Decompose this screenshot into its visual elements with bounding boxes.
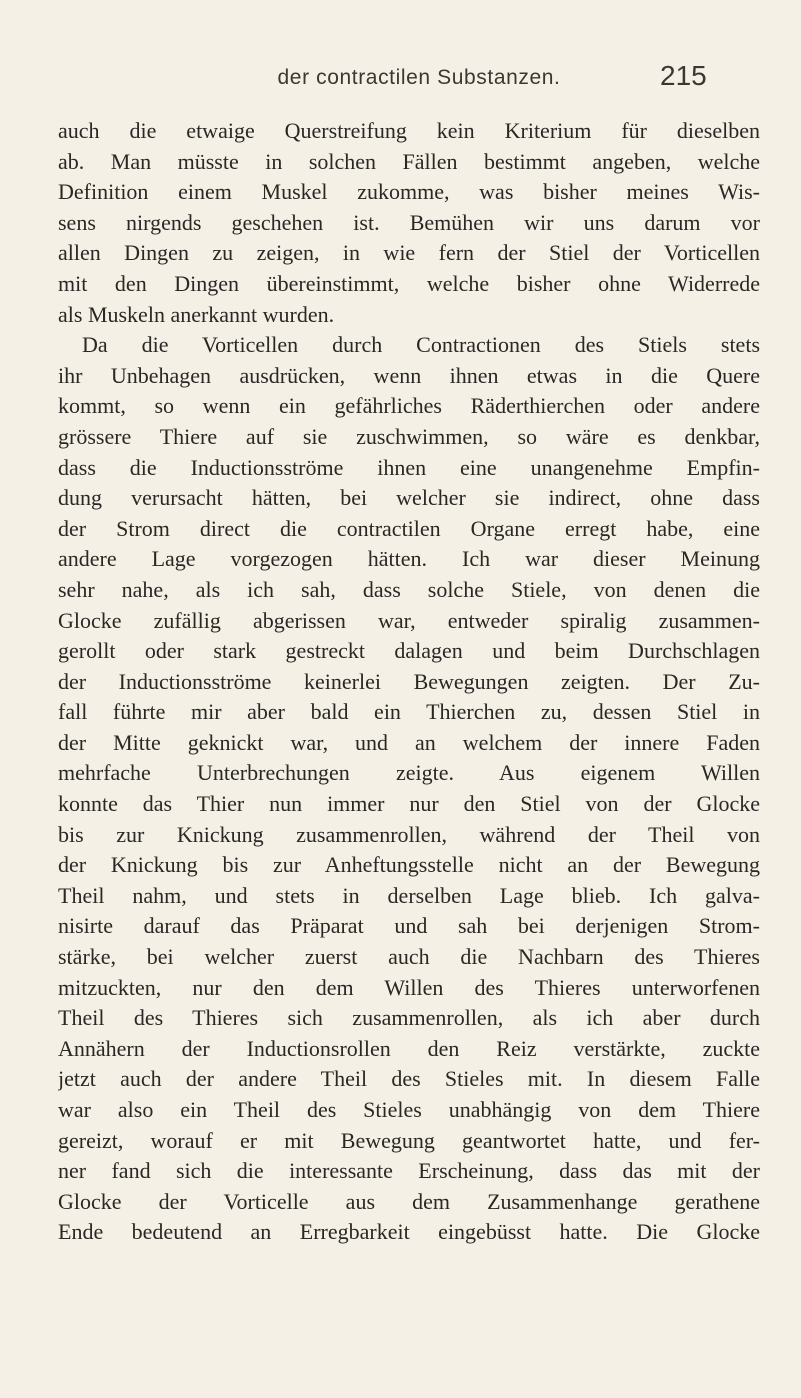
text-line: stärke, bei welcher zuerst auch die Nachbarn des Thieres bbox=[58, 944, 760, 970]
text-line: nisirte darauf das Präparat und sah bei derjenigen Strom- bbox=[58, 913, 760, 939]
text-line: mitzuckten, nur den dem Willen des Thieres unterworfenen bbox=[58, 974, 760, 1000]
text-line: der Strom direct die contractilen Organe erregt habe, eine bbox=[58, 515, 760, 541]
text-line: als Muskeln anerkannt wurden. bbox=[58, 301, 335, 327]
text-line: ihr Unbehagen ausdrücken, wenn ihnen etwas in die Quere bbox=[58, 362, 760, 388]
text-line: bis zur Knickung zusammenrollen, während der Theil von bbox=[58, 821, 760, 847]
text-line: dung verursacht hätten, bei welcher sie indirect, ohne dass bbox=[58, 485, 760, 511]
text-line: Glocke der Vorticelle aus dem Zusammenhange gerathene bbox=[58, 1188, 760, 1214]
text-line: allen Dingen zu zeigen, in wie fern der Stiel der Vorticellen bbox=[58, 240, 760, 266]
text-line: der Knickung bis zur Anheftungsstelle nicht an der Bewegung bbox=[58, 852, 760, 878]
text-line: Annähern der Inductionsrollen den Reiz verstärkte, zuckte bbox=[58, 1035, 760, 1061]
text-line: Glocke zufällig abgerissen war, entweder spiralig zusammen- bbox=[58, 607, 760, 633]
text-line: fall führte mir aber bald ein Thierchen zu, dessen Stiel in bbox=[58, 699, 760, 725]
text-line: Da die Vorticellen durch Contractionen des Stiels stets bbox=[82, 332, 760, 358]
text-line: auch die etwaige Querstreifung kein Kriterium für dieselben bbox=[58, 118, 760, 143]
text-line: sehr nahe, als ich sah, dass solche Stiele, von denen die bbox=[58, 576, 760, 602]
text-line: mit den Dingen übereinstimmt, welche bisher ohne Widerrede bbox=[58, 270, 760, 296]
text-line: der Mitte geknickt war, und an welchem der innere Faden bbox=[58, 729, 760, 755]
body-text bbox=[58, 116, 760, 1248]
text-line: Definition einem Muskel zukomme, was bisher meines Wis- bbox=[58, 179, 760, 205]
text-line: Theil nahm, und stets in derselben Lage blieb. Ich galva- bbox=[58, 882, 760, 908]
text-line: mehrfache Unterbrechungen zeigte. Aus eigenem Willen bbox=[58, 760, 760, 786]
text-line: ab. Man müsste in solchen Fällen bestimmt angeben, welche bbox=[58, 148, 760, 174]
text-line: Theil des Thieres sich zusammenrollen, als ich aber durch bbox=[58, 1005, 760, 1031]
text-line: andere Lage vorgezogen hätten. Ich war dieser Meinung bbox=[58, 546, 760, 572]
text-line: grössere Thiere auf sie zuschwimmen, so wäre es denkbar, bbox=[58, 423, 760, 449]
text-line: gerollt oder stark gestreckt dalagen und beim Durchschlagen bbox=[58, 638, 760, 664]
text-line: konnte das Thier nun immer nur den Stiel von der Glocke bbox=[58, 791, 760, 817]
text-line: sens nirgends geschehen ist. Bemühen wir uns darum vor bbox=[58, 209, 760, 235]
text-line: Ende bedeutend an Erregbarkeit eingebüsst hatte. Die Glocke bbox=[58, 1219, 760, 1245]
text-line: jetzt auch der andere Theil des Stieles mit. In diesem Falle bbox=[58, 1066, 760, 1092]
text-line: kommt, so wenn ein gefährliches Räderthierchen oder andere bbox=[58, 393, 760, 419]
text-line: dass die Inductionsströme ihnen eine unangenehme Empfin- bbox=[58, 454, 760, 480]
text-line: war also ein Theil des Stieles unabhängig von dem Thiere bbox=[58, 1097, 760, 1122]
text-line: der Inductionsströme keinerlei Bewegungen zeigten. Der Zu- bbox=[58, 668, 760, 694]
page-number: 215 bbox=[660, 60, 707, 91]
running-head: der contractilen Substanzen. bbox=[277, 66, 561, 89]
text-line: ner fand sich die interessante Erscheinung, dass das mit der bbox=[58, 1158, 760, 1184]
text-line: gereizt, worauf er mit Bewegung geantwortet hatte, und fer- bbox=[58, 1127, 760, 1153]
